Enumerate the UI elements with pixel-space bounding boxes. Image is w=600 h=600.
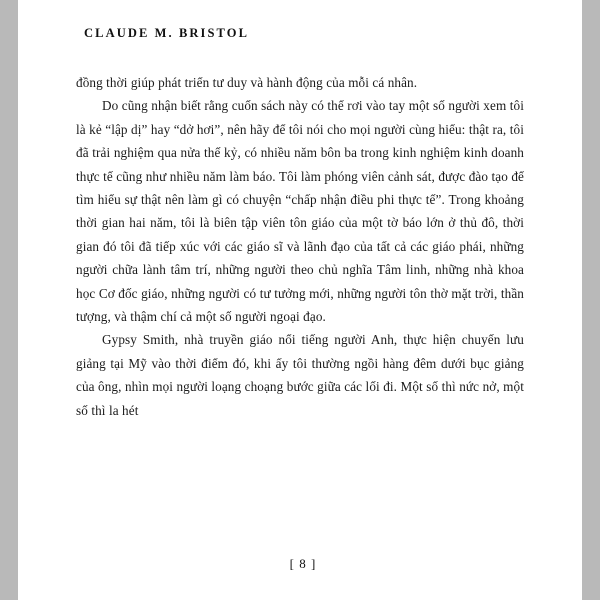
page-number <box>18 556 582 572</box>
paragraph: Gypsy Smith, nhà truyền giáo nổi tiếng người Anh, thực hiện chuyến lưu giảng tại Mỹ vào thời điểm đó, khi ấy tôi thường ngồi hàng đêm dưới bục giảng của ông, nhìn mọi người loạng choạng bước giữa các lối đi. Một số thì nức nở, một số thì la hét <box>76 332 524 418</box>
book-page <box>18 0 582 600</box>
running-head: CLAUDE M. BRISTOL <box>84 26 250 40</box>
paragraph: đồng thời giúp phát triển tư duy và hành động của mỗi cá nhân. <box>76 75 418 90</box>
page-content-area <box>18 0 582 600</box>
body-text <box>76 71 524 422</box>
page-number-label: [ 8 ] <box>289 556 317 571</box>
paragraph: Do cũng nhận biết rằng cuốn sách này có thể rơi vào tay một số người xem tôi là kẻ “lập dị” hay “dở hơi”, nên hãy để tôi nói cho mọi người cùng hiểu: thật ra, tôi đã trải nghiệm qua nửa thế kỷ, có nhiều năm bôn ba trong kinh nghiệm kinh doanh thực tế cũng như nhiều năm làm báo. Tôi làm phóng viên cảnh sát, được đào tạo để tìm hiểu sự thật nên làm gì có chuyện “chấp nhận điều phi thực tế”. Trong khoảng thời gian hai năm, tôi là biên tập viên tôn giáo của một tờ báo lớn ở thủ đô, thời gian đó tôi đã tiếp xúc với các giáo sĩ và lãnh đạo của tất cả các giáo phái, những người chữa lành tâm trí, những người theo chủ nghĩa Tâm linh, những nhà khoa học Cơ đốc giáo, những người có tư tưởng mới, những người tôn thờ mặt trời, thần tượng, và thậm chí cả một số người ngoại đạo. <box>76 98 524 325</box>
